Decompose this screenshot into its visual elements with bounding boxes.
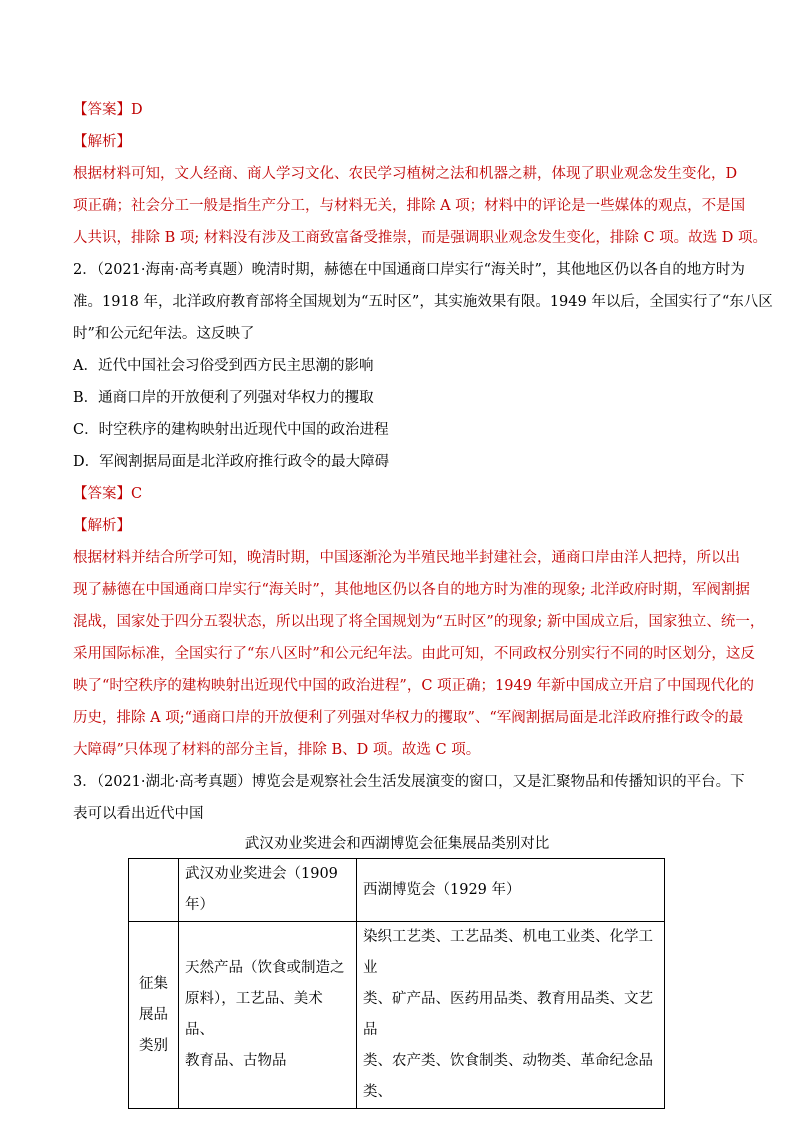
q2-stem-line: 准。1918 年，北洋政府教育部将全国规划为“五时区”，其实施效果有限。1949 年以后，全国实行了“东八区: [73, 294, 773, 310]
q2-answer-value: C: [131, 486, 143, 502]
q1-answer-tag: 【答案】: [73, 102, 131, 118]
q2-analysis-tag: 【解析】: [73, 518, 131, 534]
table-header-xihu: 西湖博览会（1929 年）: [357, 859, 665, 922]
table-header-blank: [129, 859, 179, 922]
q2-answer-tag: 【答案】: [73, 486, 131, 502]
q1-analysis-line: 人共识，排除 B 项; 材料没有涉及工商致富备受推崇，而是强调职业观念发生变化，排除 C 项。故选 D 项。: [73, 230, 768, 246]
cell-line: 类、矿产品、医药用品类、教育用品类、文艺品: [363, 991, 653, 1038]
q2-option-a: A．近代中国社会习俗受到西方民主思潮的影响: [73, 358, 374, 374]
q3-stem-line: 表可以看出近代中国: [73, 806, 204, 822]
q2-option-c: C．时空秩序的建构映射出近现代中国的政治进程: [73, 422, 389, 438]
q3-stem-line: 3．（2021·湖北·高考真题）博览会是观察社会生活发展演变的窗口，又是汇聚物品和传播知识的平台。下: [73, 774, 745, 790]
table-cell-xihu: [357, 922, 665, 1109]
q2-analysis-line: 采用国际标准，全国实行了“东八区时”和公元纪年法。由此可知，不同政权分别实行不同的时区划分，这反: [73, 646, 755, 662]
q2-analysis-line: 混战，国家处于四分五裂状态，所以出现了将全国规划为“五时区”的现象; 新中国成立后，国家独立、统一，: [73, 614, 765, 630]
q2-option-b: B．通商口岸的开放便利了列强对华权力的攫取: [73, 390, 374, 406]
q2-analysis-line: 现了赫德在中国通商口岸实行“海关时”，其他地区仍以各自的地方时为准的现象; 北洋政府时期，军阀割据: [73, 582, 750, 598]
exhibit-comparison-table: [128, 858, 665, 1109]
q1-answer-line: [73, 100, 143, 120]
q2-stem-line: 时”和公元纪年法。这反映了: [73, 326, 255, 342]
row-label-char: 类别: [139, 1037, 168, 1054]
table-header-row: [129, 859, 665, 922]
q1-analysis-line: 根据材料可知，文人经商、商人学习文化、农民学习植树之法和机器之耕，体现了职业观念发生变化，D: [73, 166, 738, 182]
q2-answer-line: [73, 484, 142, 504]
q1-analysis-line: 项正确；社会分工一般是指生产分工，与材料无关，排除 A 项；材料中的评论是一些媒体的观点，不是国: [73, 198, 746, 214]
q1-answer-value: D: [131, 102, 143, 118]
table-row: [129, 922, 665, 1109]
cell-line: 原料），工艺品、美术品、: [185, 991, 323, 1038]
q2-analysis-line: 大障碍”只体现了材料的部分主旨，排除 B、D 项。故选 C 项。: [73, 742, 481, 758]
q2-stem-line: 2．（2021·海南·高考真题）晚清时期，赫德在中国通商口岸实行“海关时”，其他地区仍以各自的地方时为: [73, 262, 745, 278]
cell-line: 天然产品（饮食或制造之: [185, 960, 345, 976]
row-label-char: 展品: [139, 1006, 168, 1023]
table-cell-wuhan: [179, 922, 357, 1109]
row-label-char: 征集: [139, 975, 168, 992]
cell-line: 教育品、古物品: [185, 1053, 287, 1069]
q2-analysis-line: 历史，排除 A 项;“通商口岸的开放便利了列强对华权力的攫取”、“军阀割据局面是北洋政府推行政令的最: [73, 710, 744, 726]
q2-analysis-line: 根据材料并结合所学可知，晚清时期，中国逐渐沦为半殖民地半封建社会，通商口岸由洋人把持，所以出: [73, 550, 740, 566]
table-row-label: [129, 922, 179, 1109]
cell-line: 类、农产类、饮食制类、动物类、革命纪念品类、: [363, 1053, 653, 1100]
cell-line: 染织工艺类、工艺品类、机电工业类、化学工业: [363, 929, 653, 976]
q2-option-d: D．军阀割据局面是北洋政府推行政令的最大障碍: [73, 454, 390, 470]
q1-analysis-tag: 【解析】: [73, 134, 131, 150]
table-header-wuhan: 武汉劝业奖进会（1909 年）: [179, 859, 357, 922]
q2-analysis-line: 映了“时空秩序的建构映射出近现代中国的政治进程”，C 项正确；1949 年新中国成立开启了中国现代化的: [73, 678, 755, 694]
table-caption: 武汉劝业奖进会和西湖博览会征集展品类别对比: [244, 836, 550, 852]
